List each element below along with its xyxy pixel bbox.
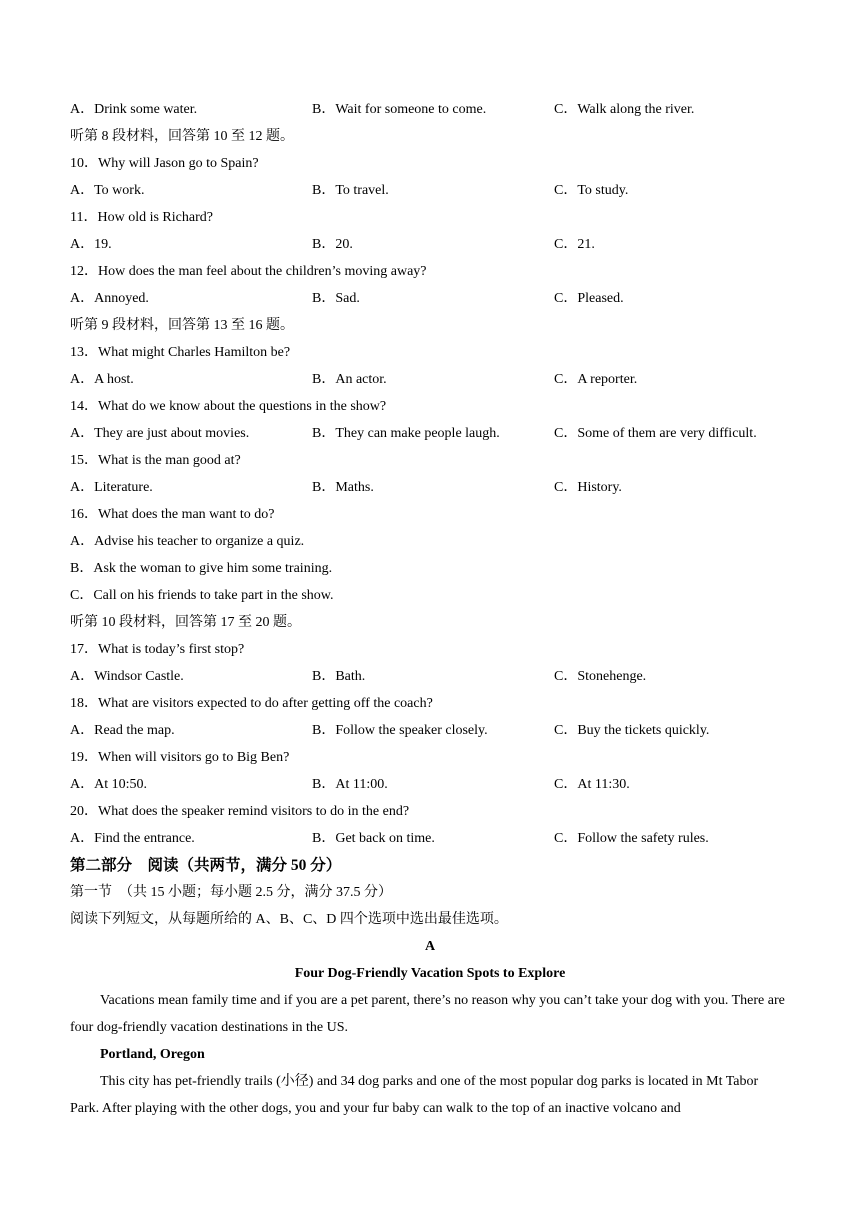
option-b: B．Wait for someone to come. <box>312 102 487 117</box>
option-a: A．At 10:50. <box>70 777 147 792</box>
option-a: A．To work. <box>70 183 145 198</box>
option-a: A．Windsor Castle. <box>70 669 184 684</box>
option-b: B．Maths. <box>312 480 374 495</box>
option-c: C．Buy the tickets quickly. <box>554 723 710 738</box>
section-1-heading: 第一节 （共 15 小题；每小题 2.5 分，满分 37.5 分） <box>70 885 392 900</box>
question-12: 12．How does the man feel about the children’s moving away? <box>70 264 427 279</box>
reading-instruction: 阅读下列短文，从每题所给的 A、B、C、D 四个选项中选出最佳选项。 <box>70 912 508 927</box>
option-c: C．Pleased. <box>554 291 624 306</box>
q17-options <box>70 663 790 690</box>
paragraph-1: Vacations mean family time and if you are a pet parent, there’s no reason why you can’t take your dog with you. There are four dog-friendly vacation destinations in the US. <box>70 993 785 1035</box>
option-c: C．Some of them are very difficult. <box>554 426 757 441</box>
q18-options <box>70 717 790 744</box>
option-c: C．Stonehenge. <box>554 669 647 684</box>
q20-options <box>70 825 790 852</box>
option-a: A．Drink some water. <box>70 102 198 117</box>
option-b: B．They can make people laugh. <box>312 426 500 441</box>
option-b: B．An actor. <box>312 372 387 387</box>
q15-options <box>70 474 790 501</box>
option-b: B．Follow the speaker closely. <box>312 723 488 738</box>
q10-options <box>70 177 790 204</box>
subheading-portland: Portland, Oregon <box>100 1047 205 1062</box>
option-c: C．To study. <box>554 183 629 198</box>
passage-title: Four Dog-Friendly Vacation Spots to Explore <box>294 966 566 981</box>
option-b: B．20. <box>312 237 353 252</box>
option-b: B．Ask the woman to give him some training. <box>70 561 333 576</box>
q19-options <box>70 771 790 798</box>
question-17: 17．What is today’s first stop? <box>70 642 245 657</box>
question-18: 18．What are visitors expected to do after getting off the coach? <box>70 696 433 711</box>
option-c: C．Walk along the river. <box>554 102 695 117</box>
passage-letter: A <box>424 939 436 954</box>
question-19: 19．When will visitors go to Big Ben? <box>70 750 290 765</box>
option-a: A．A host. <box>70 372 134 387</box>
option-c: C．At 11:30. <box>554 777 630 792</box>
option-a: A．They are just about movies. <box>70 426 250 441</box>
option-c: C．A reporter. <box>554 372 638 387</box>
question-20: 20．What does the speaker remind visitors to do in the end? <box>70 804 410 819</box>
question-11: 11．How old is Richard? <box>70 210 213 225</box>
q9-options <box>70 96 790 123</box>
option-c: C．Call on his friends to take part in the show. <box>70 588 334 603</box>
q12-options <box>70 285 790 312</box>
option-a: A．19. <box>70 237 112 252</box>
option-b: B．Sad. <box>312 291 360 306</box>
option-a: A．Advise his teacher to organize a quiz. <box>70 534 305 549</box>
question-10: 10．Why will Jason go to Spain? <box>70 156 259 171</box>
option-b: B．At 11:00. <box>312 777 388 792</box>
option-c: C．Follow the safety rules. <box>554 831 709 846</box>
question-15: 15．What is the man good at? <box>70 453 241 468</box>
q14-options <box>70 420 790 447</box>
question-14: 14．What do we know about the questions in the show? <box>70 399 387 414</box>
option-a: A．Find the entrance. <box>70 831 195 846</box>
option-a: A．Annoyed. <box>70 291 149 306</box>
exam-page <box>70 96 790 1122</box>
option-b: B．Get back on time. <box>312 831 435 846</box>
option-a: A．Read the map. <box>70 723 175 738</box>
passage-10-intro: 听第 10 段材料，回答第 17 至 20 题。 <box>70 615 301 630</box>
passage-8-intro: 听第 8 段材料，回答第 10 至 12 题。 <box>70 129 294 144</box>
part-2-title: 第二部分 阅读（共两节，满分 50 分） <box>70 857 342 874</box>
paragraph-2: This city has pet-friendly trails (小径) and 34 dog parks and one of the most popular dog parks is located in Mt Tabor Park. After playing with the other dogs, you and your fur baby can walk to the top of an inactive volcano and <box>70 1074 759 1116</box>
option-b: B．To travel. <box>312 183 389 198</box>
option-c: C．History. <box>554 480 622 495</box>
option-a: A．Literature. <box>70 480 153 495</box>
q13-options <box>70 366 790 393</box>
option-c: C．21. <box>554 237 595 252</box>
question-13: 13．What might Charles Hamilton be? <box>70 345 291 360</box>
option-b: B．Bath. <box>312 669 366 684</box>
passage-9-intro: 听第 9 段材料，回答第 13 至 16 题。 <box>70 318 294 333</box>
question-16: 16．What does the man want to do? <box>70 507 275 522</box>
q11-options <box>70 231 790 258</box>
